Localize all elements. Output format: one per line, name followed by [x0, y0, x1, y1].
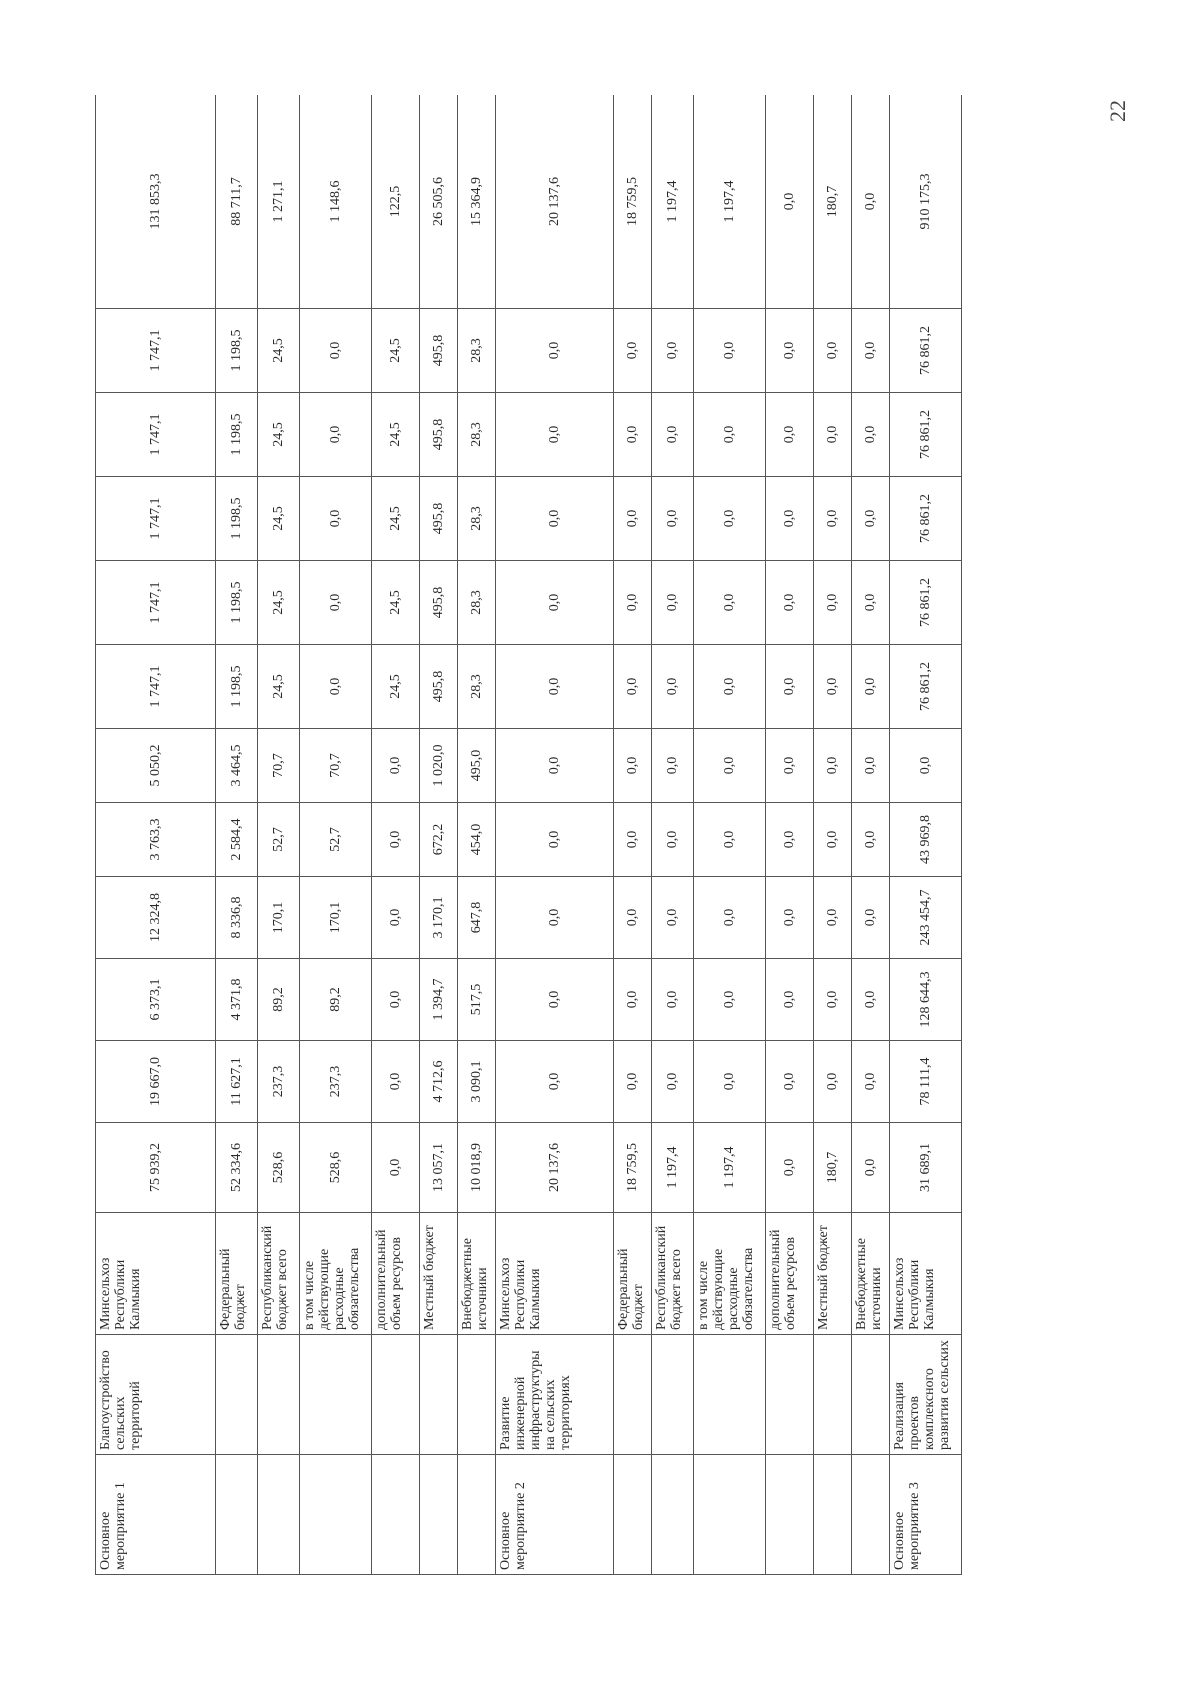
year-value-cell: 0,0	[652, 877, 694, 959]
activity-category-cell	[420, 1455, 458, 1575]
year-value-cell: 0,0	[496, 959, 614, 1041]
funding-source-cell: Федеральный бюджет	[216, 1213, 258, 1335]
activity-name-cell	[814, 1335, 852, 1455]
budget-table	[95, 95, 962, 1575]
year-value-cell: 0,0	[814, 561, 852, 645]
year-value-cell: 0,0	[852, 645, 890, 729]
year-value-cell: 0,0	[852, 729, 890, 803]
year-value-cell: 24,5	[372, 309, 420, 393]
year-value-cell: 5 050,2	[96, 729, 216, 803]
funding-source-cell: Минсельхоз Республики Калмыкия	[96, 1213, 216, 1335]
year-value-cell: 1 198,5	[216, 393, 258, 477]
year-value-cell: 0,0	[852, 393, 890, 477]
year-value-cell: 19 667,0	[96, 1041, 216, 1123]
year-value-cell: 70,7	[258, 729, 300, 803]
year-value-cell: 1 747,1	[96, 477, 216, 561]
year-value-cell: 0,0	[766, 959, 814, 1041]
year-value-cell: 0,0	[766, 1041, 814, 1123]
year-value-cell: 0,0	[496, 393, 614, 477]
table-row	[372, 95, 420, 1575]
activity-name-cell	[216, 1335, 258, 1455]
year-value-cell: 0,0	[852, 877, 890, 959]
total-value-cell: 1 271,1	[258, 95, 300, 309]
year-value-cell: 0,0	[814, 729, 852, 803]
year-value-cell: 24,5	[372, 561, 420, 645]
table-row	[852, 95, 890, 1575]
activity-name-cell	[258, 1335, 300, 1455]
year-value-cell: 0,0	[694, 309, 766, 393]
year-value-cell: 76 861,2	[890, 309, 962, 393]
year-value-cell: 43 969,8	[890, 803, 962, 877]
year-value-cell: 0,0	[372, 1123, 420, 1213]
year-value-cell: 3 170,1	[420, 877, 458, 959]
year-value-cell: 1 020,0	[420, 729, 458, 803]
year-value-cell: 24,5	[258, 645, 300, 729]
year-value-cell: 0,0	[766, 309, 814, 393]
funding-source-cell: Местный бюджет	[420, 1213, 458, 1335]
table-row	[766, 95, 814, 1575]
year-value-cell: 28,3	[458, 393, 496, 477]
year-value-cell: 2 584,4	[216, 803, 258, 877]
year-value-cell: 0,0	[814, 959, 852, 1041]
year-value-cell: 180,7	[814, 1123, 852, 1213]
total-value-cell: 18 759,5	[614, 95, 652, 309]
year-value-cell: 0,0	[652, 309, 694, 393]
year-value-cell: 0,0	[814, 477, 852, 561]
table-row	[614, 95, 652, 1575]
year-value-cell: 76 861,2	[890, 645, 962, 729]
table-row	[814, 95, 852, 1575]
year-value-cell: 24,5	[258, 477, 300, 561]
year-value-cell: 0,0	[300, 477, 372, 561]
year-value-cell: 24,5	[258, 393, 300, 477]
activity-name-cell	[614, 1335, 652, 1455]
year-value-cell: 1 747,1	[96, 309, 216, 393]
year-value-cell: 454,0	[458, 803, 496, 877]
funding-source-cell: Республиканский бюджет всего	[258, 1213, 300, 1335]
funding-source-cell: в том числе действующие расходные обязательства	[300, 1213, 372, 1335]
total-value-cell: 180,7	[814, 95, 852, 309]
year-value-cell: 528,6	[300, 1123, 372, 1213]
year-value-cell: 0,0	[496, 803, 614, 877]
funding-source-cell: Местный бюджет	[814, 1213, 852, 1335]
year-value-cell: 0,0	[814, 877, 852, 959]
year-value-cell: 170,1	[258, 877, 300, 959]
year-value-cell: 1 747,1	[96, 393, 216, 477]
year-value-cell: 0,0	[300, 645, 372, 729]
year-value-cell: 0,0	[694, 645, 766, 729]
year-value-cell: 3 090,1	[458, 1041, 496, 1123]
year-value-cell: 170,1	[300, 877, 372, 959]
year-value-cell: 0,0	[496, 477, 614, 561]
total-value-cell: 15 364,9	[458, 95, 496, 309]
year-value-cell: 0,0	[852, 803, 890, 877]
year-value-cell: 495,8	[420, 561, 458, 645]
year-value-cell: 495,8	[420, 477, 458, 561]
year-value-cell: 11 627,1	[216, 1041, 258, 1123]
year-value-cell: 0,0	[300, 393, 372, 477]
year-value-cell: 1 197,4	[694, 1123, 766, 1213]
year-value-cell: 3 464,5	[216, 729, 258, 803]
year-value-cell: 1 197,4	[652, 1123, 694, 1213]
year-value-cell: 0,0	[694, 877, 766, 959]
activity-category-cell: Основное мероприятие 3	[890, 1455, 962, 1575]
table-row	[258, 95, 300, 1575]
year-value-cell: 28,3	[458, 645, 496, 729]
year-value-cell: 52,7	[258, 803, 300, 877]
year-value-cell: 237,3	[300, 1041, 372, 1123]
year-value-cell: 0,0	[652, 729, 694, 803]
year-value-cell: 0,0	[694, 729, 766, 803]
table-row	[496, 95, 614, 1575]
year-value-cell: 0,0	[614, 393, 652, 477]
year-value-cell: 237,3	[258, 1041, 300, 1123]
year-value-cell: 20 137,6	[496, 1123, 614, 1213]
year-value-cell: 1 198,5	[216, 561, 258, 645]
year-value-cell: 0,0	[614, 1041, 652, 1123]
funding-source-cell: дополнительный объем ресурсов	[766, 1213, 814, 1335]
year-value-cell: 0,0	[614, 477, 652, 561]
year-value-cell: 0,0	[496, 1041, 614, 1123]
activity-name-cell	[300, 1335, 372, 1455]
activity-name-cell	[458, 1335, 496, 1455]
year-value-cell: 76 861,2	[890, 393, 962, 477]
table-rotation-frame	[95, 95, 1135, 1575]
year-value-cell: 0,0	[496, 561, 614, 645]
year-value-cell: 647,8	[458, 877, 496, 959]
year-value-cell: 0,0	[652, 393, 694, 477]
table-row	[300, 95, 372, 1575]
funding-source-cell: Федеральный бюджет	[614, 1213, 652, 1335]
year-value-cell: 0,0	[814, 803, 852, 877]
total-value-cell: 0,0	[766, 95, 814, 309]
year-value-cell: 76 861,2	[890, 477, 962, 561]
year-value-cell: 0,0	[890, 729, 962, 803]
year-value-cell: 0,0	[652, 959, 694, 1041]
activity-name-cell	[652, 1335, 694, 1455]
total-value-cell: 0,0	[852, 95, 890, 309]
activity-name-cell	[852, 1335, 890, 1455]
budget-table-body	[96, 95, 962, 1575]
funding-source-cell: Внебюджетные источники	[852, 1213, 890, 1335]
year-value-cell: 28,3	[458, 477, 496, 561]
year-value-cell: 0,0	[652, 1041, 694, 1123]
year-value-cell: 4 712,6	[420, 1041, 458, 1123]
year-value-cell: 0,0	[372, 1041, 420, 1123]
year-value-cell: 6 373,1	[96, 959, 216, 1041]
year-value-cell: 0,0	[814, 645, 852, 729]
year-value-cell: 0,0	[652, 803, 694, 877]
year-value-cell: 1 198,5	[216, 645, 258, 729]
table-row	[694, 95, 766, 1575]
year-value-cell: 0,0	[372, 803, 420, 877]
activity-category-cell	[852, 1455, 890, 1575]
year-value-cell: 75 939,2	[96, 1123, 216, 1213]
year-value-cell: 18 759,5	[614, 1123, 652, 1213]
year-value-cell: 0,0	[766, 1123, 814, 1213]
year-value-cell: 0,0	[614, 959, 652, 1041]
activity-name-cell	[372, 1335, 420, 1455]
year-value-cell: 12 324,8	[96, 877, 216, 959]
year-value-cell: 1 747,1	[96, 561, 216, 645]
total-value-cell: 26 505,6	[420, 95, 458, 309]
total-value-cell: 131 853,3	[96, 95, 216, 309]
year-value-cell: 495,8	[420, 645, 458, 729]
activity-category-cell	[652, 1455, 694, 1575]
year-value-cell: 76 861,2	[890, 561, 962, 645]
year-value-cell: 24,5	[258, 309, 300, 393]
year-value-cell: 0,0	[372, 877, 420, 959]
year-value-cell: 0,0	[694, 803, 766, 877]
year-value-cell: 0,0	[614, 729, 652, 803]
total-value-cell: 1 197,4	[694, 95, 766, 309]
activity-category-cell	[458, 1455, 496, 1575]
funding-source-cell: Внебюджетные источники	[458, 1213, 496, 1335]
year-value-cell: 0,0	[496, 877, 614, 959]
funding-source-cell: Минсельхоз Республики Калмыкия	[890, 1213, 962, 1335]
year-value-cell: 0,0	[496, 645, 614, 729]
table-row	[458, 95, 496, 1575]
year-value-cell: 52,7	[300, 803, 372, 877]
year-value-cell: 243 454,7	[890, 877, 962, 959]
year-value-cell: 0,0	[614, 645, 652, 729]
activity-name-cell	[766, 1335, 814, 1455]
year-value-cell: 0,0	[496, 729, 614, 803]
year-value-cell: 0,0	[852, 561, 890, 645]
year-value-cell: 0,0	[694, 561, 766, 645]
year-value-cell: 0,0	[372, 729, 420, 803]
table-row	[96, 95, 216, 1575]
year-value-cell: 0,0	[496, 309, 614, 393]
year-value-cell: 0,0	[766, 729, 814, 803]
activity-name-cell: Реализация проектов комплексного развития сельских	[890, 1335, 962, 1455]
activity-category-cell: Основное мероприятие 1	[96, 1455, 216, 1575]
year-value-cell: 0,0	[694, 477, 766, 561]
year-value-cell: 0,0	[852, 309, 890, 393]
year-value-cell: 24,5	[372, 393, 420, 477]
year-value-cell: 70,7	[300, 729, 372, 803]
year-value-cell: 1 198,5	[216, 477, 258, 561]
year-value-cell: 0,0	[614, 561, 652, 645]
year-value-cell: 0,0	[694, 959, 766, 1041]
year-value-cell: 89,2	[300, 959, 372, 1041]
year-value-cell: 10 018,9	[458, 1123, 496, 1213]
activity-category-cell	[614, 1455, 652, 1575]
year-value-cell: 0,0	[652, 477, 694, 561]
total-value-cell: 20 137,6	[496, 95, 614, 309]
total-value-cell: 1 148,6	[300, 95, 372, 309]
total-value-cell: 1 197,4	[652, 95, 694, 309]
table-row	[890, 95, 962, 1575]
year-value-cell: 0,0	[694, 393, 766, 477]
year-value-cell: 0,0	[814, 393, 852, 477]
funding-source-cell: в том числе действующие расходные обязательства	[694, 1213, 766, 1335]
table-row	[216, 95, 258, 1575]
table-row	[420, 95, 458, 1575]
year-value-cell: 52 334,6	[216, 1123, 258, 1213]
activity-name-cell	[420, 1335, 458, 1455]
year-value-cell: 0,0	[766, 645, 814, 729]
activity-name-cell	[694, 1335, 766, 1455]
year-value-cell: 0,0	[766, 561, 814, 645]
year-value-cell: 31 689,1	[890, 1123, 962, 1213]
total-value-cell: 88 711,7	[216, 95, 258, 309]
year-value-cell: 3 763,3	[96, 803, 216, 877]
year-value-cell: 0,0	[852, 1123, 890, 1213]
year-value-cell: 0,0	[814, 1041, 852, 1123]
rotated-table-container	[95, 95, 1135, 1575]
activity-category-cell	[300, 1455, 372, 1575]
year-value-cell: 0,0	[694, 1041, 766, 1123]
year-value-cell: 0,0	[766, 877, 814, 959]
table-row	[652, 95, 694, 1575]
year-value-cell: 0,0	[814, 309, 852, 393]
activity-category-cell	[258, 1455, 300, 1575]
year-value-cell: 0,0	[614, 877, 652, 959]
year-value-cell: 0,0	[652, 561, 694, 645]
year-value-cell: 0,0	[300, 309, 372, 393]
activity-category-cell	[694, 1455, 766, 1575]
page-number: 22	[1105, 100, 1130, 122]
year-value-cell: 24,5	[372, 477, 420, 561]
total-value-cell: 122,5	[372, 95, 420, 309]
activity-category-cell	[216, 1455, 258, 1575]
year-value-cell: 89,2	[258, 959, 300, 1041]
year-value-cell: 128 644,3	[890, 959, 962, 1041]
year-value-cell: 24,5	[258, 561, 300, 645]
year-value-cell: 1 394,7	[420, 959, 458, 1041]
year-value-cell: 528,6	[258, 1123, 300, 1213]
activity-category-cell	[372, 1455, 420, 1575]
year-value-cell: 0,0	[766, 393, 814, 477]
year-value-cell: 0,0	[766, 477, 814, 561]
year-value-cell: 28,3	[458, 561, 496, 645]
funding-source-cell: Республиканский бюджет всего	[652, 1213, 694, 1335]
year-value-cell: 0,0	[852, 959, 890, 1041]
year-value-cell: 78 111,4	[890, 1041, 962, 1123]
year-value-cell: 0,0	[300, 561, 372, 645]
activity-name-cell: Благоустройство сельских территорий	[96, 1335, 216, 1455]
year-value-cell: 1 747,1	[96, 645, 216, 729]
year-value-cell: 28,3	[458, 309, 496, 393]
year-value-cell: 24,5	[372, 645, 420, 729]
year-value-cell: 0,0	[372, 959, 420, 1041]
year-value-cell: 13 057,1	[420, 1123, 458, 1213]
year-value-cell: 495,8	[420, 309, 458, 393]
year-value-cell: 4 371,8	[216, 959, 258, 1041]
year-value-cell: 8 336,8	[216, 877, 258, 959]
funding-source-cell: Минсельхоз Республики Калмыкия	[496, 1213, 614, 1335]
funding-source-cell: дополнительный объем ресурсов	[372, 1213, 420, 1335]
year-value-cell: 1 198,5	[216, 309, 258, 393]
activity-category-cell	[766, 1455, 814, 1575]
year-value-cell: 495,0	[458, 729, 496, 803]
activity-category-cell	[814, 1455, 852, 1575]
year-value-cell: 0,0	[852, 1041, 890, 1123]
year-value-cell: 0,0	[852, 477, 890, 561]
year-value-cell: 672,2	[420, 803, 458, 877]
activity-category-cell: Основное мероприятие 2	[496, 1455, 614, 1575]
year-value-cell: 495,8	[420, 393, 458, 477]
year-value-cell: 0,0	[614, 803, 652, 877]
year-value-cell: 0,0	[766, 803, 814, 877]
activity-name-cell: Развитие инженерной инфраструктуры на сельских территориях	[496, 1335, 614, 1455]
year-value-cell: 0,0	[652, 645, 694, 729]
year-value-cell: 517,5	[458, 959, 496, 1041]
total-value-cell: 910 175,3	[890, 95, 962, 309]
year-value-cell: 0,0	[614, 309, 652, 393]
